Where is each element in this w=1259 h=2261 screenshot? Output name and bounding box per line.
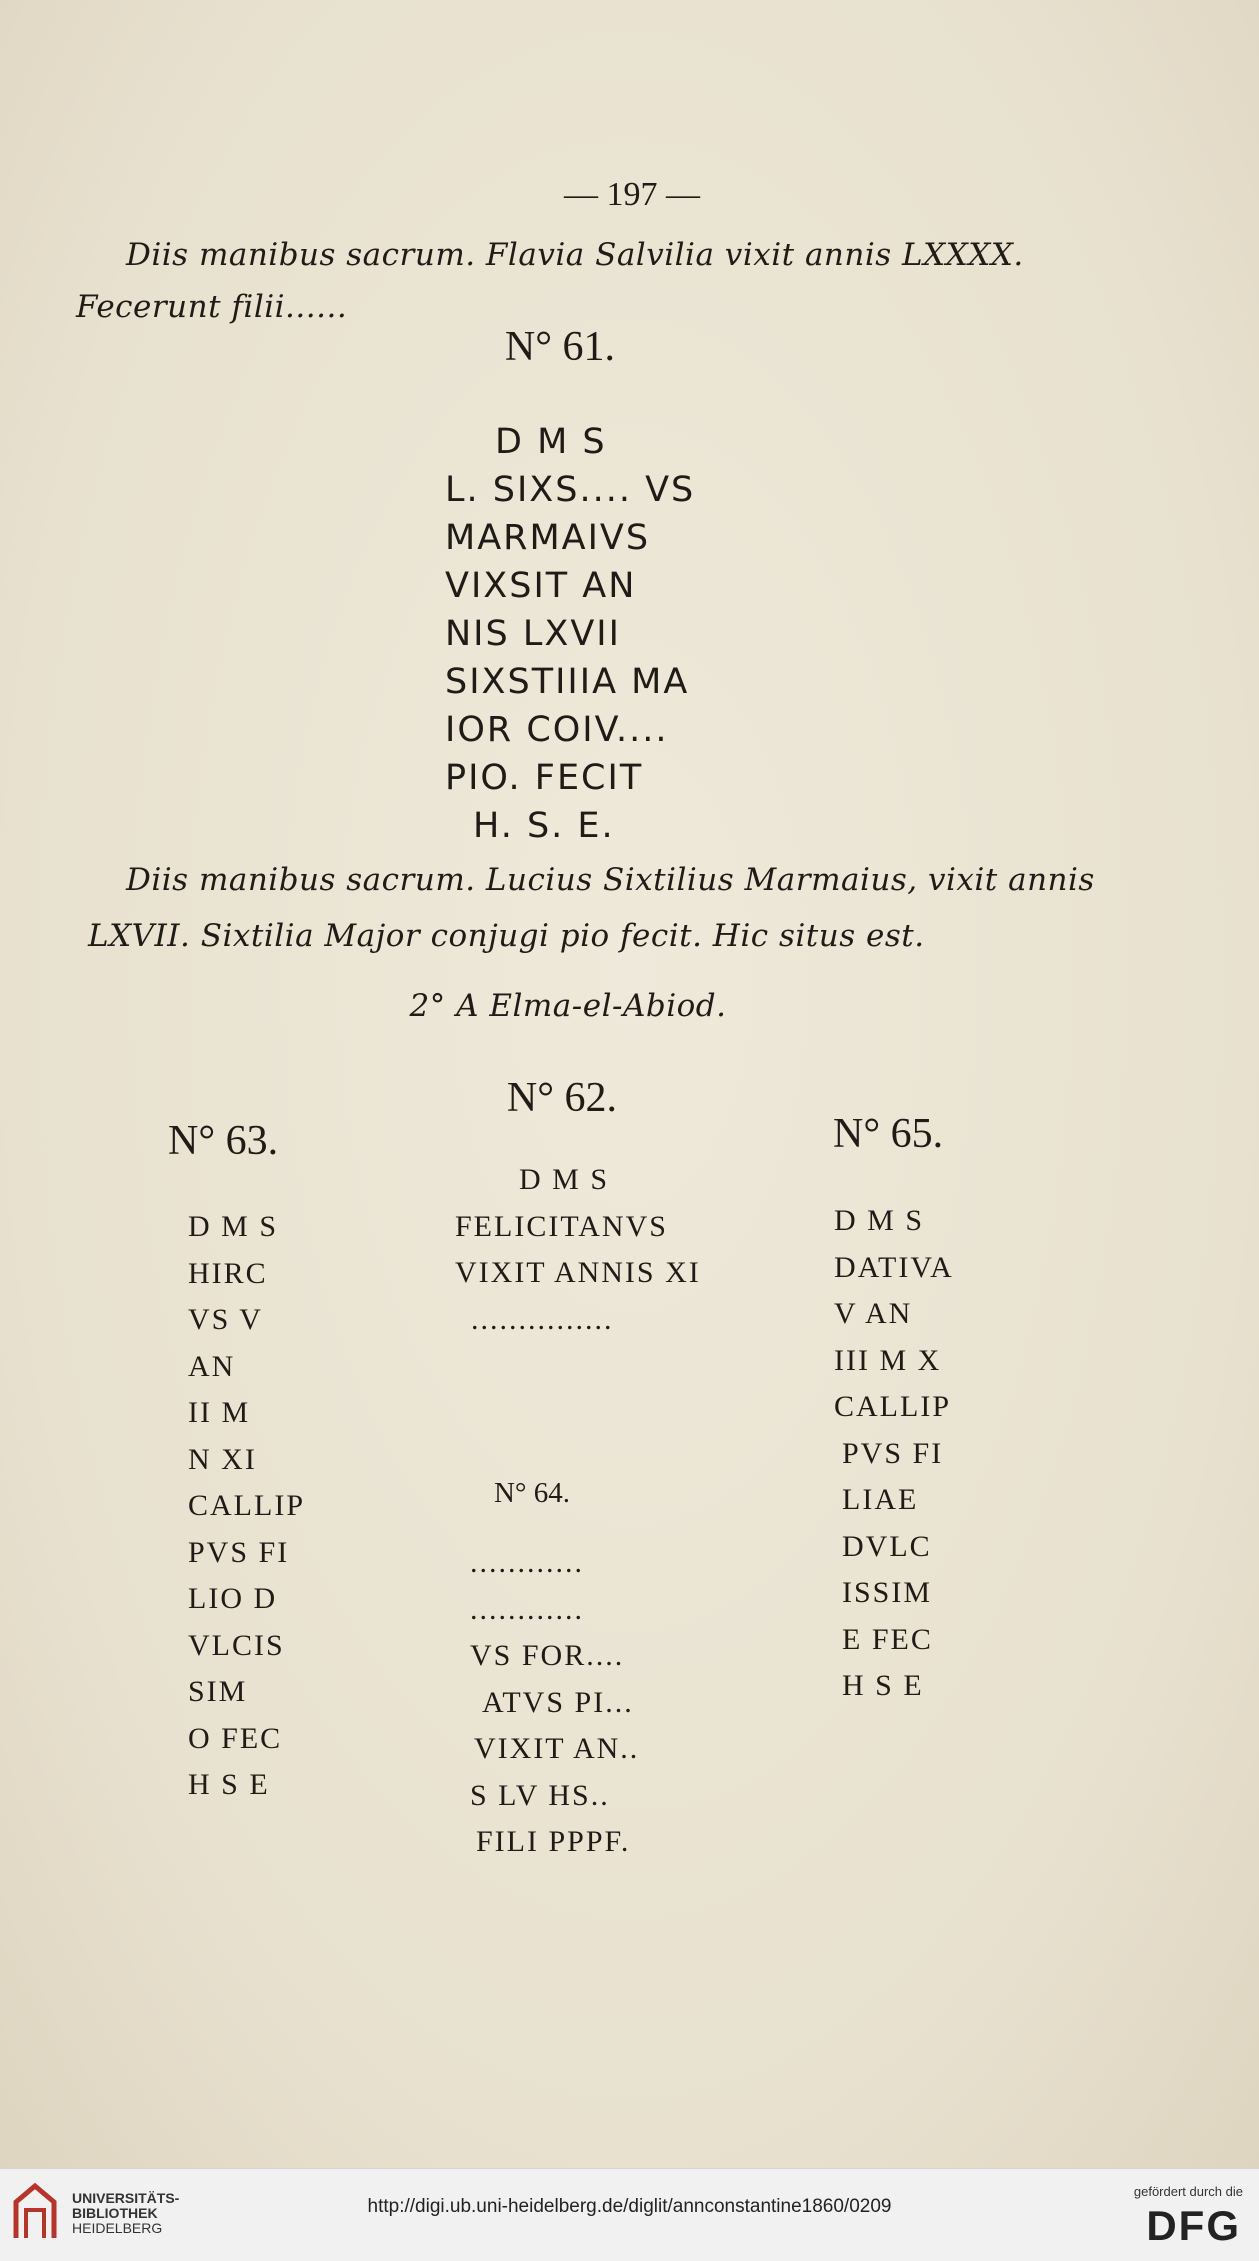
library-name-line: HEIDELBERG [72,2220,163,2236]
inscription-63-line: II M [188,1396,251,1429]
library-name-line: UNIVERSITÄTS- [72,2190,180,2206]
source-url-link[interactable]: http://digi.ub.uni-heidelberg.de/diglit/annconstantine1860/0209 [367,2196,892,2217]
inscription-63-line: LIO D [188,1582,278,1615]
inscription-65-line: CALLIP [834,1390,951,1423]
inscription-63-line: N XI [188,1442,257,1476]
inscription-64-line: ............ [470,1546,584,1579]
inscription-62-line: D M S [519,1163,610,1196]
inscription-63-line: AN [188,1349,236,1383]
inscription-63-line: CALLIP [188,1489,305,1522]
inscription-65-line: DVLC [842,1529,932,1563]
inscription-61-line: H. S. E. [473,806,615,846]
library-name-line: BIBLIOTHEK [72,2205,158,2221]
inscription-63-line: O FEC [188,1721,283,1755]
inscription-63-heading: N° 63. [168,1118,279,1164]
inscription-65-line: DATIVA [834,1250,954,1284]
inscription-64-line: VIXIT AN.. [474,1732,640,1765]
inscription-64-line: ATVS PI... [482,1685,634,1719]
inscription-61-line: VIXSIT AN [445,566,637,606]
translation-61b-line-2: LXVII. Sixtilia Major conjugi pio fecit. Hic situs est. [88,918,925,954]
inscription-64-line: S LV HS.. [470,1778,610,1812]
inscription-62-line: FELICITANVS [455,1209,668,1243]
page-number: — 197 — [564,176,700,213]
inscription-65-line: H S E [842,1669,924,1702]
inscription-65-line: LIAE [842,1483,919,1516]
inscription-63-line: H S E [188,1768,270,1801]
inscription-62-line: VIXIT ANNIS XI [455,1256,701,1289]
inscription-64 [470,1540,639,1866]
inscription-61-line: SIXSTIIIA MA [445,662,690,702]
inscription-61-line: PIO. FECIT [445,758,644,798]
inscription-65-line: III M X [834,1343,942,1377]
inscription-63-line: SIM [188,1675,248,1708]
inscription-61-line: D M S [495,422,607,462]
inscription-63-line: VS V [188,1303,263,1336]
inscription-61-heading: N° 61. [504,324,616,370]
inscription-63-line: D M S [188,1210,279,1243]
inscription-63-line: HIRC [188,1256,268,1290]
inscription-63-line: PVS FI [188,1535,290,1569]
translation-61-line-1: Diis manibus sacrum. Flavia Salvilia vixit annis LXXXX. [126,237,1024,273]
inscription-61-line: NIS LXVII [445,614,621,654]
section-heading: 2° A Elma-el-Abiod. [409,988,727,1024]
inscription-63-line: VLCIS [188,1628,285,1662]
inscription-62-heading: N° 62. [506,1075,618,1121]
translation-61-line-2: Fecerunt filii...... [76,289,348,325]
inscription-65-line: ISSIM [842,1576,933,1609]
inscription-64-line: ............ [470,1592,584,1626]
dfg-logo: DFG [1146,2202,1241,2249]
inscription-63 [188,1204,305,1809]
inscription-64-line: FILI PPPF. [476,1825,631,1858]
funded-by-label: gefördert durch die [1133,2184,1243,2199]
inscription-61-line: IOR COIV.... [445,710,669,750]
inscription-61 [445,418,695,850]
inscription-61-line: L. SIXS.... VS [445,470,696,510]
inscription-64-line: VS FOR.... [470,1639,625,1672]
inscription-65 [834,1198,954,1710]
inscription-62 [455,1157,701,1343]
inscription-65-heading: N° 65. [833,1111,944,1157]
inscription-65-line: D M S [834,1204,925,1237]
inscription-65-line: E FEC [842,1622,933,1656]
inscription-65-line: PVS FI [842,1436,944,1470]
inscription-65-line: V AN [834,1297,913,1330]
translation-61b-line-1: Diis manibus sacrum. Lucius Sixtilius Marmaius, vixit annis [126,862,1095,898]
inscription-62-line: ............... [471,1302,614,1336]
inscription-61-line: MARMAIVS [445,518,651,558]
inscription-64-heading: N° 64. [493,1477,571,1509]
